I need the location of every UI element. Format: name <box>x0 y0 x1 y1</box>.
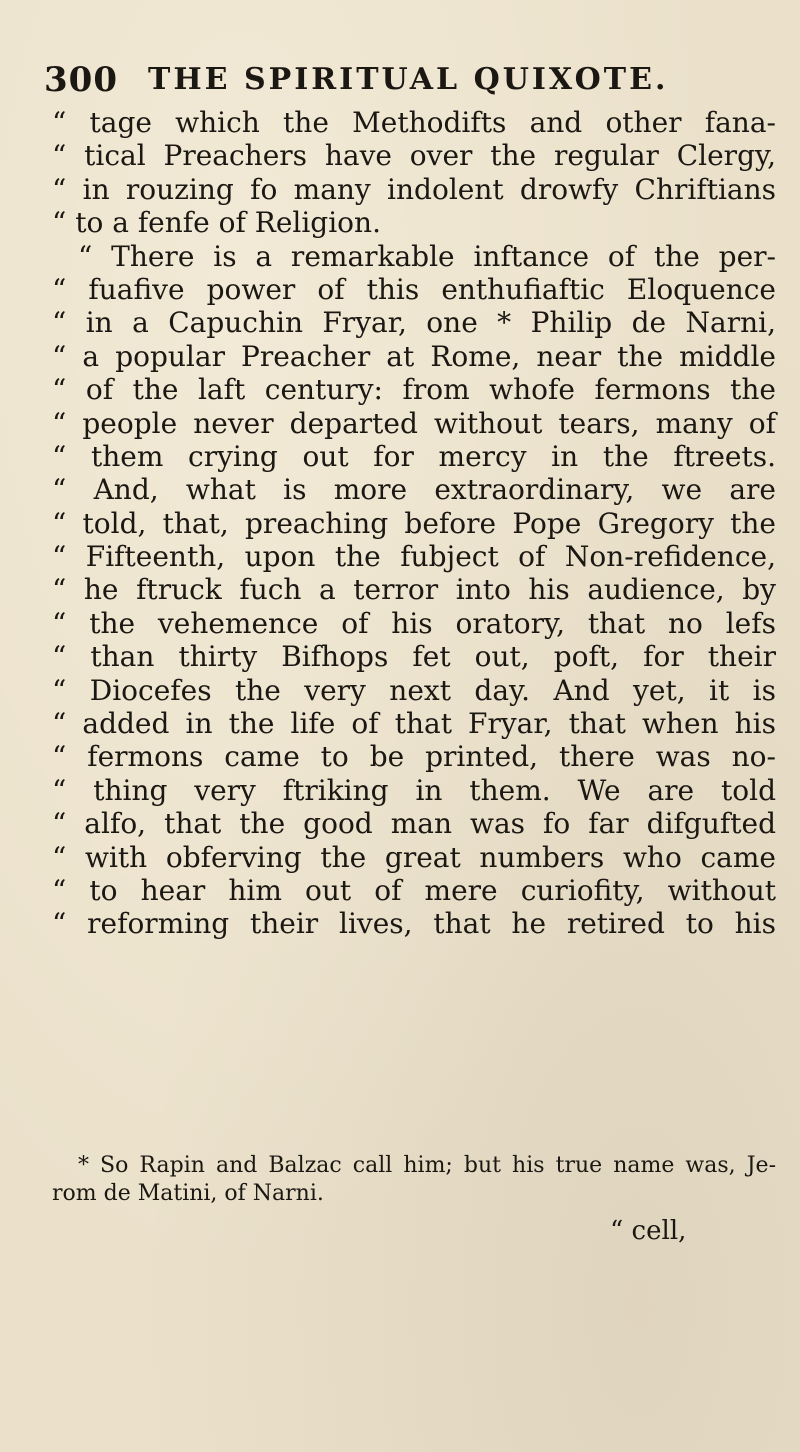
text-line: “ them crying out for mercy in the ftreets. <box>52 439 776 473</box>
text-line: “ to a fenfe of Religion. <box>52 206 381 240</box>
footnote <box>52 1152 776 1208</box>
text-line: “ alfo, that the good man was fo far difgufted <box>52 807 776 841</box>
page-header <box>44 60 744 106</box>
text-line: “ the vehemence of his oratory, that no lefs <box>52 606 776 640</box>
text-line: “ told, that, preaching before Pope Gregory the <box>52 506 776 540</box>
text-line: “ people never departed without tears, many of <box>52 406 776 440</box>
footnote-line: * So Rapin and Balzac call him; but his true name was, Je- <box>78 1153 776 1178</box>
text-line: “ a popular Preacher at Rome, near the middle <box>52 339 776 373</box>
text-line: “ he ftruck fuch a terror into his audience, by <box>52 573 776 607</box>
text-line: “ fermons came to be printed, there was no- <box>52 740 776 774</box>
text-line: “ fuafive power of this enthufiaftic Eloquence <box>52 272 776 306</box>
text-line: “ added in the life of that Fryar, that when his <box>52 707 776 741</box>
text-line: “ There is a remarkable inftance of the per- <box>78 239 776 273</box>
text-line: “ in a Capuchin Fryar, one * Philip de Narni, <box>52 306 776 340</box>
catchword: “ cell, <box>610 1216 687 1246</box>
footnote-line: rom de Matini, of Narni. <box>52 1181 324 1206</box>
text-line: “ in rouzing fo many indolent drowfy Chriftians <box>52 172 776 206</box>
text-line: “ tical Preachers have over the regular Clergy, <box>52 139 776 173</box>
body-text <box>52 106 776 941</box>
text-line: “ thing very ftriking in them. We are told <box>52 773 776 807</box>
text-line: “ tage which the Methodifts and other fana- <box>52 106 776 139</box>
text-line: “ reforming their lives, that he retired to his <box>52 907 776 941</box>
text-line: “ than thirty Bifhops fet out, poft, for their <box>52 640 776 674</box>
running-head: THE SPIRITUAL QUIXOTE. <box>148 62 669 97</box>
text-line: “ to hear him out of mere curiofity, without <box>52 873 776 907</box>
text-line: “ And, what is more extraordinary, we are <box>52 473 776 507</box>
text-line: “ with obferving the great numbers who came <box>52 840 776 874</box>
text-line: “ Fifteenth, upon the fubject of Non-refidence, <box>52 540 776 574</box>
page-number: 300 <box>44 60 118 100</box>
text-line: “ Diocefes the very next day. And yet, it is <box>52 673 776 707</box>
text-line: “ of the laft century: from whofe fermons the <box>52 373 776 407</box>
